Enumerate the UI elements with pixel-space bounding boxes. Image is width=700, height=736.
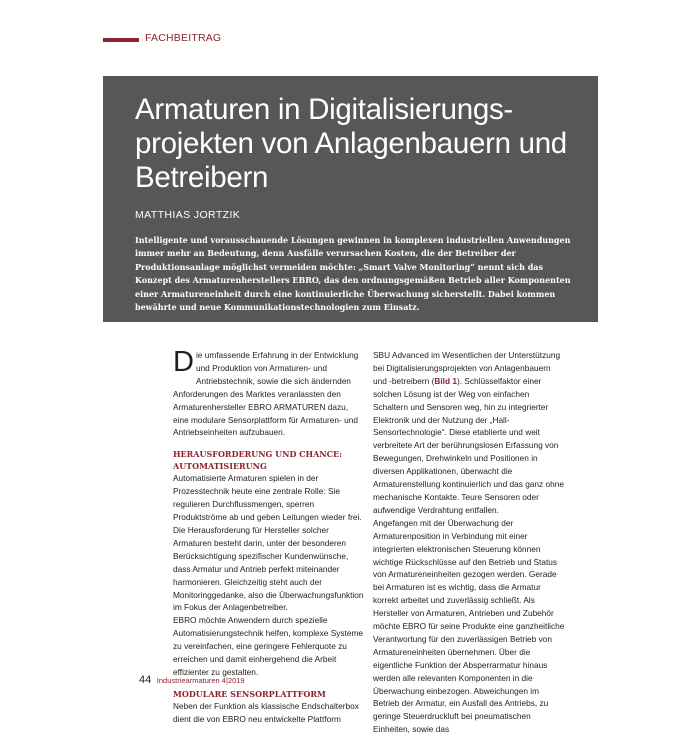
page-number: 44 xyxy=(139,674,152,686)
page-footer xyxy=(139,674,245,686)
magazine-name: Industriearmaturen 4|2019 xyxy=(156,676,245,685)
intro-text: ie umfassende Erfahrung in der Entwicklung und Produktion von Armaturen- und Antriebstechnik, sowie die sich ändernden Anforderungen des Marktes veranlassten den Armaturenhersteller EBRO ARMATUREN dazu, eine modulare Sensorplattform für Armaturen- und Antriebseinheiten aufzubauen. xyxy=(173,350,359,438)
article-author: MATTHIAS JORTZIK xyxy=(135,209,241,221)
section-accent-bar xyxy=(103,38,139,42)
body-paragraph xyxy=(373,349,565,517)
body-paragraph: EBRO möchte Anwendern durch spezielle Automatisierungstechnik helfen, komplexe Systeme zu vereinfachen, eine geringere Fehlerquote zu erreichen und damit einhergehend die Arbeit effizienter zu gestalten. xyxy=(173,615,364,677)
body-paragraph: Angefangen mit der Überwachung der Armaturenposition in Verbindung mit einer integrierten elektronischen Steuerung können wichtige Rückschlüsse auf den Betrieb und Status von Armatureneinheiten gezogen werden. Gerade bei Armaturen ist es wichtig, dass die Armatur korrekt arbeitet und zuverlässig schließt. Als Hersteller von Armaturen, Antrieben und Zubehör möchte EBRO für seine Produkte eine ganzheitliche Verantwortung für den zuverlässigen Betrieb von Armatureneinheiten übernehmen. Über die eigentliche Funktion der Absperrarmatur hinaus werden alle relevanten Komponenten in die Überwachung einbezogen. Abweichungen im Betrieb der Armatur, ein Ausfall des Antriebs, zu geringe Steuerdruckluft bei pneumatischen Einheiten, sowie das xyxy=(373,517,565,735)
intro-paragraph xyxy=(173,346,365,439)
text-fragment: SBU Advanced im Wesentlichen der Unterstützung bei Digitalisierungsprojekten von Anlagenbauern und -betreibern ( xyxy=(373,350,561,386)
drop-cap: D xyxy=(173,346,194,378)
body-paragraph: Neben der Funktion als klassische Endschalterbox dient die von EBRO neu entwickelte Plattform xyxy=(173,701,359,725)
article-lead: Intelligente und vorausschauende Lösungen gewinnen in komplexen industriellen Anwendungen immer mehr an Bedeutung, denn Ausfälle verursachen Kosten, die der Betreiber der Produktionsanlage möglichst vermeiden möchte: „Smart Valve Monitoring“ nennt sich das Konzept des Armaturenherstellers EBRO, das den ordnungsgemäßen Betrieb aller Komponenten einer Armatureneinheit durch eine kontinuierliche Überwachung sicherstellt. Dabei kommen bewährte und neue Kommunikationstechnologien zum Einsatz. xyxy=(135,235,571,313)
section-heading: HERAUSFORDERUNG UND CHANCE: AUTOMATISIERUNG xyxy=(173,449,343,471)
text-fragment: ). Schlüsselfaktor einer solchen Lösung ist der Weg von einfachen Schaltern und Sensoren weg, hin zu integrierter Elektronik und der Nutzung der „Hall-Sensortechnologie“. Diese etablierte und weit verbreitete Art der berührungslosen Erfassung von Bewegungen, Drehwinkeln und Positionen in diversen Applikationen, überwacht die Armaturenstellung kontinuierlich und das ganz ohne mechanische Kontakte. Teure Sensoren oder aufwendige Verdrahtung entfallen. xyxy=(373,375,564,515)
article-title: Armaturen in Digitalisierungs-projekten von Anlagenbauern und Betreibern xyxy=(135,93,567,194)
section-label: FACHBEITRAG xyxy=(145,32,222,44)
body-column-left xyxy=(173,346,365,726)
figure-reference-link[interactable]: Bild 1 xyxy=(434,375,457,386)
article-header xyxy=(103,76,598,322)
section-heading: MODULARE SENSORPLATTFORM xyxy=(173,688,326,699)
body-paragraph: Automatisierte Armaturen spielen in der Prozesstechnik heute eine zentrale Rolle: Sie regulieren Durchflussmengen, sperren Produktströme ab und geben Leitungen wieder frei. Die Herausforderung für Hersteller solcher Armaturen besteht darin, unter der besonderen Berücksichtigung spezifischer Kundenwünsche, dass Armatur und Antrieb perfekt miteinander harmonieren. Gleichzeitig steht auch der Monitoringgedanke, also die Überwachungsfunktion im Fokus der Anlagenbetreiber. xyxy=(173,473,364,613)
body-column-right xyxy=(373,349,565,736)
